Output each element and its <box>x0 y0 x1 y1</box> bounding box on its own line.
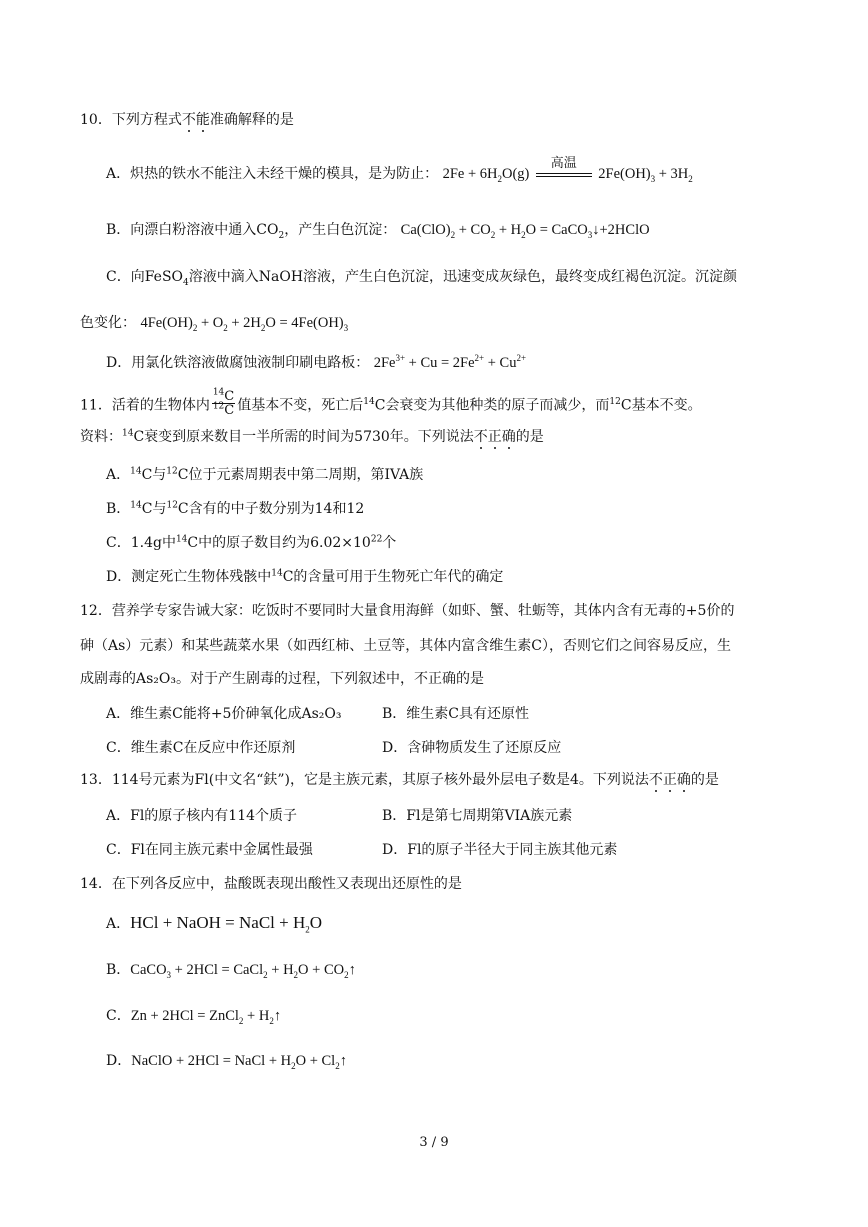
q14-stem: 14．在下列各反应中，盐酸既表现出酸性又表现出还原性的是 <box>80 876 462 892</box>
q12-stem-line1: 12．营养学专家告诫大家：吃饭时不要同时大量食用海鲜（如虾、蟹、牡蛎等，其体内含有无毒的+5价的 <box>80 603 735 619</box>
q14-option-b: B．CaCO$_3$ + 2HCl = CaCl$_2$ + $H_2O$ + $CO_2↑$ <box>106 962 356 980</box>
q11-stem: 11．活着的生物体内 $\frac{^{14}C}{^{12}C}$ 值基本不变，死亡后$^{14}$C会衰变为其他种类的原子而减少，而$^{12}$C基本不变。 <box>80 387 702 418</box>
q13-option-d: D．Fl的原子半径大于同主族其他元素 <box>382 842 618 858</box>
q12-option-d: D．含砷物质发生了还原反应 <box>382 740 562 756</box>
q13-option-b: B．Fl是第七周期第VIA族元素 <box>382 808 573 824</box>
q13-option-a: A．Fl的原子核内有114个质子 <box>106 808 298 824</box>
q11-stem-line2: 资料：$^{14}$C衰变到原来数目一半所需的时间为5730年。下列说法不正确的是 <box>80 428 544 445</box>
q10-option-d: D．用氯化铁溶液做腐蚀液制印刷电路板： $2Fe^{3+} + Cu = 2Fe^{2+} + Cu^{2+}$ <box>106 353 527 371</box>
q14-option-a: A．HCl + NaOH = NaCl + $H_2O$ <box>106 913 323 935</box>
q13-stem: 13．114号元素为Fl(中文名“鈇”)，它是主族元素，其原子核外最外层电子数是4。下列说法不正确的是 <box>80 772 719 788</box>
q12-stem-line3: 成剧毒的As₂O₃。对于产生剧毒的过程，下列叙述中，不正确的是 <box>80 671 484 687</box>
q14-option-d: D．NaClO + 2HCl = NaCl + $H_2O$ + $Cl_2↑$ <box>106 1053 347 1071</box>
q10-option-b: B．向漂白粉溶液中通入$CO_2$，产生白色沉淀： $Ca(ClO)_2 + CO_2 + H_2O$ = CaCO$_3$↓+2HClO <box>106 222 650 241</box>
q10-stem: 10．下列方程式不能准确解释的是 <box>80 112 294 128</box>
q10-option-c: C．向FeSO$_4$溶液中滴入NaOH溶液，产生白色沉淀，迅速变成灰绿色，最终变成红褐色沉淀。沉淀颜 <box>106 269 738 288</box>
q12-stem-line2: 砷（As）元素）和某些蔬菜水果（如西红柿、土豆等，其体内富含维生素C），否则它们之间容易反应，生 <box>80 638 732 654</box>
q10-reaction-condition: 高温 <box>536 165 592 183</box>
q10-option-a: A．炽热的铁水不能注入未经干燥的模具，是为防止： $2Fe + 6H_2O(g)$ 高温 $2Fe(OH)_3 + 3H_2$ <box>106 156 693 184</box>
q12-option-c: C．维生素C在反应中作还原剂 <box>106 740 296 756</box>
q12-option-a: A．维生素C能将+5价砷氧化成As₂O₃ <box>106 706 342 722</box>
q13-option-c: C．Fl在同主族元素中金属性最强 <box>106 842 313 858</box>
q11-option-d: D．测定死亡生物体残骸中$^{14}$C的含量可用于生物死亡年代的确定 <box>106 568 504 585</box>
c14-c12-ratio: $\frac{^{14}C}{^{12}C}$ <box>212 387 235 418</box>
q10-option-c-line2: 色变化： $4Fe(OH)_2 + O_2 + 2H_2O = 4Fe(OH)_3$ <box>80 315 349 333</box>
page-number: 3 / 9 <box>419 1135 449 1150</box>
q11-option-c: C．1.4g中$^{14}$C中的原子数目约为$6.02\times 10^{22}$个 <box>106 534 397 551</box>
q14-option-c: C．Zn + 2HCl = ZnCl$_2$ + $H_2↑$ <box>106 1008 282 1026</box>
q11-option-a: A．$^{14}$C与$^{12}$C位于元素周期表中第二周期，第IVA族 <box>106 466 424 483</box>
q12-option-b: B．维生素C具有还原性 <box>382 706 529 722</box>
q11-option-b: B．$^{14}$C与$^{12}$C含有的中子数分别为14和12 <box>106 500 365 517</box>
